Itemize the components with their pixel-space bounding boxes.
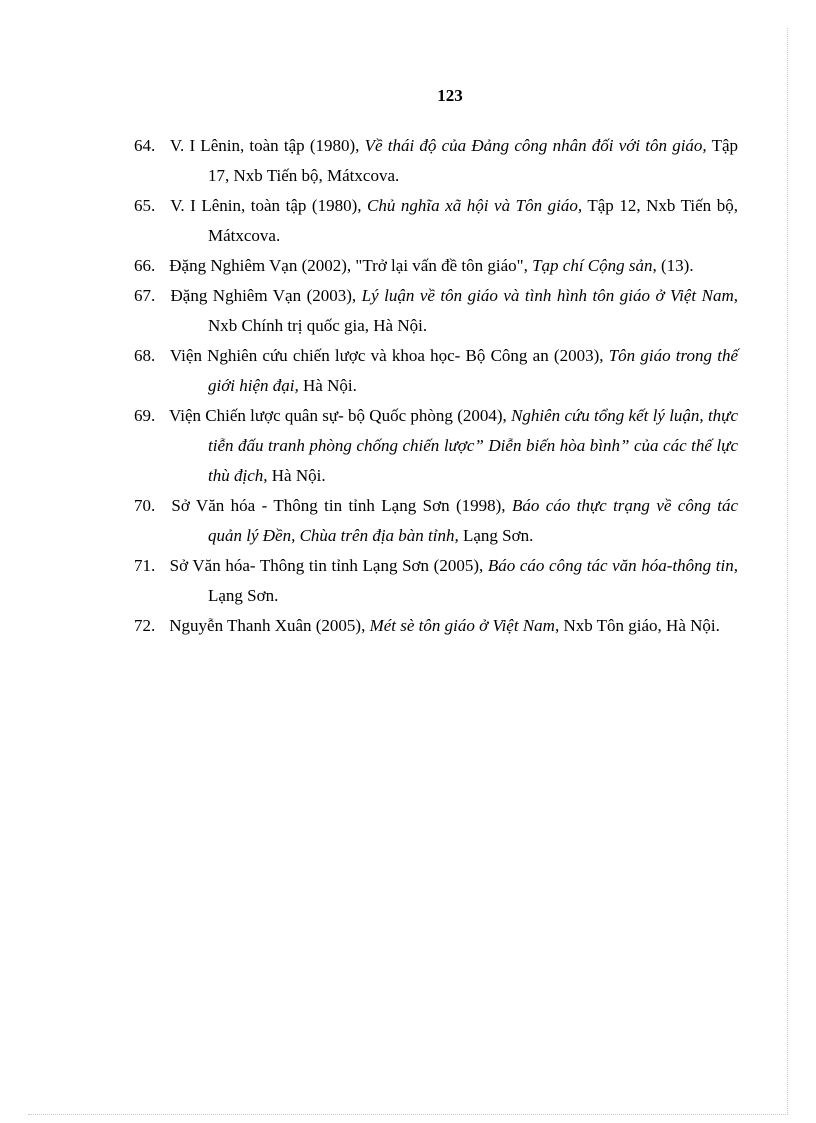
reference-title: Nghiên cứu tổng kết lý luận, thực tiễn đấu tranh phòng chống chiến lược” Diễn biến hòa bình” của các thế lực thù địch,	[208, 406, 738, 485]
reference-title: Báo cáo thực trạng về công tác quản lý Đền, Chùa trên địa bàn tỉnh,	[208, 496, 739, 545]
page-bottom-border	[28, 1114, 788, 1115]
reference-author: Sở Văn hóa - Thông tin tỉnh Lạng Sơn (1998),	[171, 496, 512, 515]
reference-item-72	[134, 611, 738, 641]
reference-title: Tôn giáo trong thế giới hiện đại,	[208, 346, 738, 395]
reference-author: V. I Lênin, toàn tập (1980),	[169, 136, 365, 155]
reference-publisher: Hà Nội.	[267, 466, 326, 485]
reference-number: 64.	[134, 136, 156, 155]
page-right-border	[787, 28, 788, 1115]
reference-author: V. I Lênin, toàn tập (1980),	[170, 196, 368, 215]
reference-list	[134, 131, 738, 641]
reference-title: Lý luận về tôn giáo và tình hình tôn giáo ở Việt Nam,	[361, 286, 738, 305]
reference-item-66	[134, 251, 738, 281]
reference-publisher: Hà Nội.	[298, 376, 357, 395]
reference-publisher: Nxb Chính trị quốc gia, Hà Nội.	[208, 316, 428, 335]
reference-item-71	[134, 551, 738, 611]
page-number: 123	[437, 86, 463, 105]
reference-item-68	[134, 341, 738, 401]
reference-publisher: Lạng Sơn.	[208, 586, 279, 605]
reference-item-67	[134, 281, 738, 341]
reference-number: 68.	[134, 346, 156, 365]
reference-title: Mét sè tôn giáo ở Việt Nam	[369, 616, 555, 635]
reference-publisher: , (13).	[652, 256, 694, 275]
reference-number: 71.	[134, 556, 156, 575]
reference-author: Đặng Nghiêm Vạn (2003),	[170, 286, 362, 305]
reference-item-64	[134, 131, 738, 191]
reference-item-65	[134, 191, 738, 251]
reference-number: 65.	[134, 196, 156, 215]
reference-number: 67.	[134, 286, 156, 305]
reference-publisher: , Nxb Tôn giáo, Hà Nội.	[554, 616, 720, 635]
reference-title: Tạp chí Cộng sản	[532, 256, 653, 275]
reference-author: Đặng Nghiêm Vạn (2002), "Trở lại vấn đề tôn giáo",	[169, 256, 533, 275]
reference-author: Nguyễn Thanh Xuân (2005),	[169, 616, 370, 635]
reference-author: Sở Văn hóa- Thông tin tỉnh Lạng Sơn (2005),	[169, 556, 488, 575]
reference-publisher: Lạng Sơn.	[458, 526, 534, 545]
reference-publisher: Tập 12, Nxb Tiến bộ, Mátxcova.	[208, 196, 738, 245]
reference-title: Chủ nghĩa xã hội và Tôn giáo,	[367, 196, 583, 215]
reference-author: Viện Chiến lược quân sự- bộ Quốc phòng (2004),	[168, 406, 512, 425]
reference-item-70	[134, 491, 738, 551]
reference-number: 70.	[134, 496, 156, 515]
reference-publisher: Tập 17, Nxb Tiến bộ, Mátxcova.	[208, 136, 738, 185]
reference-item-69	[134, 401, 738, 491]
reference-number: 72.	[134, 616, 156, 635]
reference-author: Viện Nghiên cứu chiến lược và khoa học- Bộ Công an (2003),	[169, 346, 609, 365]
reference-number: 66.	[134, 256, 156, 275]
reference-title: Về thái độ của Đảng công nhân đối với tôn giáo,	[364, 136, 707, 155]
reference-title: Báo cáo công tác văn hóa-thông tin,	[487, 556, 739, 575]
reference-number: 69.	[134, 406, 156, 425]
